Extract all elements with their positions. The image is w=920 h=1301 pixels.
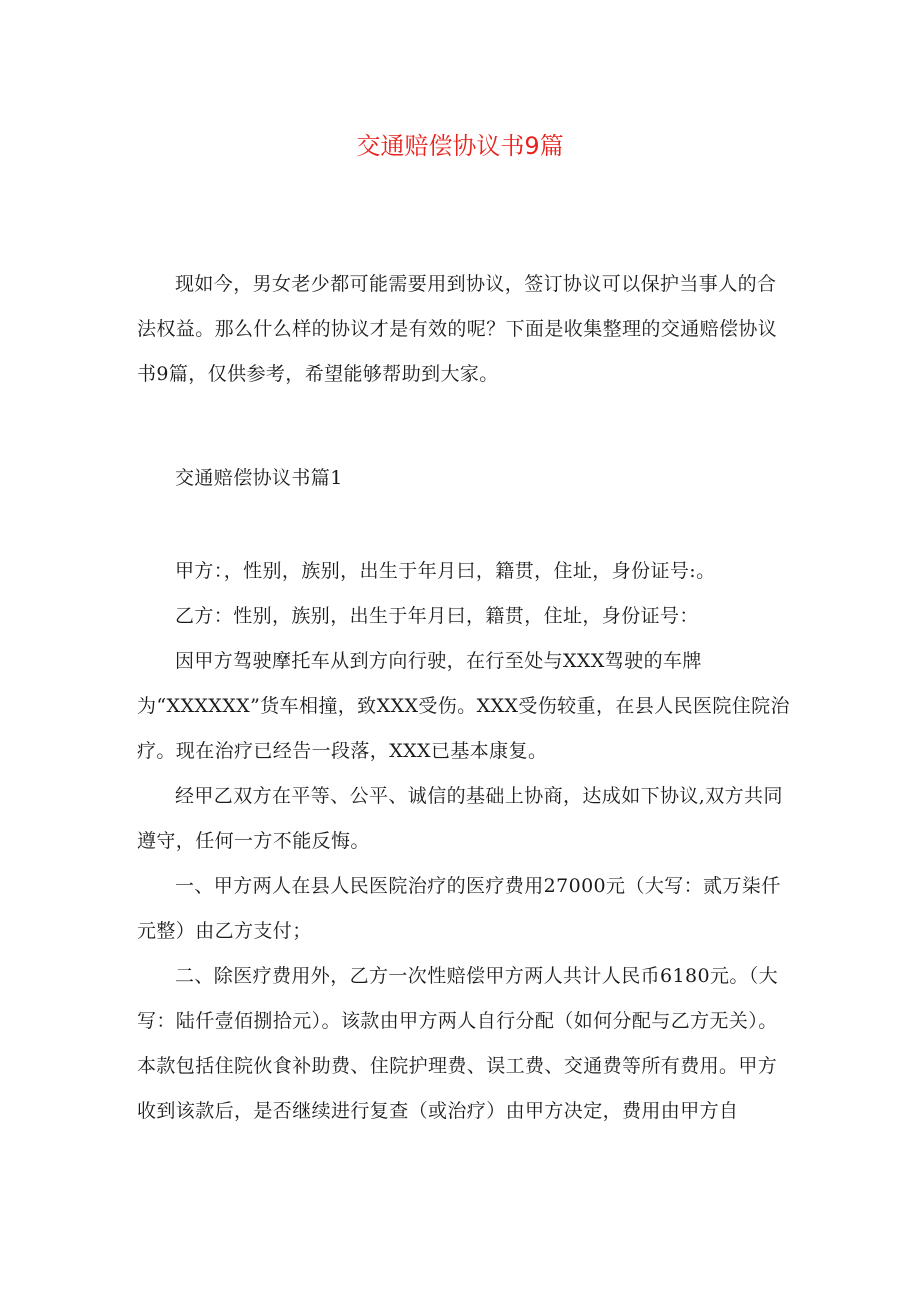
intro-block [137, 262, 792, 397]
paragraph-clause-2: 二、除医疗费用外，乙方一次性赔偿甲方两人共计人民币6180元。（大写：陆仟壹佰捌拾元）。该款由甲方两人自行分配（如何分配与乙方无关）。本款包括住院伙食补助费、住院护理费、误工费、交通费等所有费用。甲方收到该款后，是否继续进行复查（或治疗）由甲方决定，费用由甲方自 [137, 965, 779, 1122]
paragraph-party-a: 甲方：，性别，族别，出生于年月曰，籍贯，住址，身份证号:。 [175, 560, 716, 582]
document-title: 交通赔偿协议书9篇 [356, 132, 564, 160]
paragraph-clause-1: 一、甲方两人在县人民医院治疗的医疗费用27000元（大写：贰万柒仟元整）由乙方支付； [137, 875, 781, 942]
section-heading-block [137, 456, 792, 501]
intro-paragraph: 现如今，男女老少都可能需要用到协议，签订协议可以保护当事人的合法权益。那么什么样的协议才是有效的呢？下面是收集整理的交通赔偿协议书9篇，仅供参考，希望能够帮助到大家。 [137, 273, 778, 385]
paragraph-agreement: 经甲乙双方在平等、公平、诚信的基础上协商，达成如下协议,双方共同遵守，任何一方不能反悔。 [137, 785, 783, 852]
agreement-content [137, 549, 792, 1134]
section-heading: 交通赔偿协议书篇1 [175, 467, 343, 489]
paragraph-party-b: 乙方：性别，族别，出生于年月曰，籍贯，住址，身份证号： [175, 605, 699, 627]
paragraph-incident: 因甲方驾驶摩托车从到方向行驶，在行至处与XXX驾驶的车牌为“XXXXXX”货车相撞，致XXX受伤。XXX受伤较重，在县人民医院住院治疗。现在治疗已经告一段落，XXX已基本康复。 [137, 650, 790, 762]
